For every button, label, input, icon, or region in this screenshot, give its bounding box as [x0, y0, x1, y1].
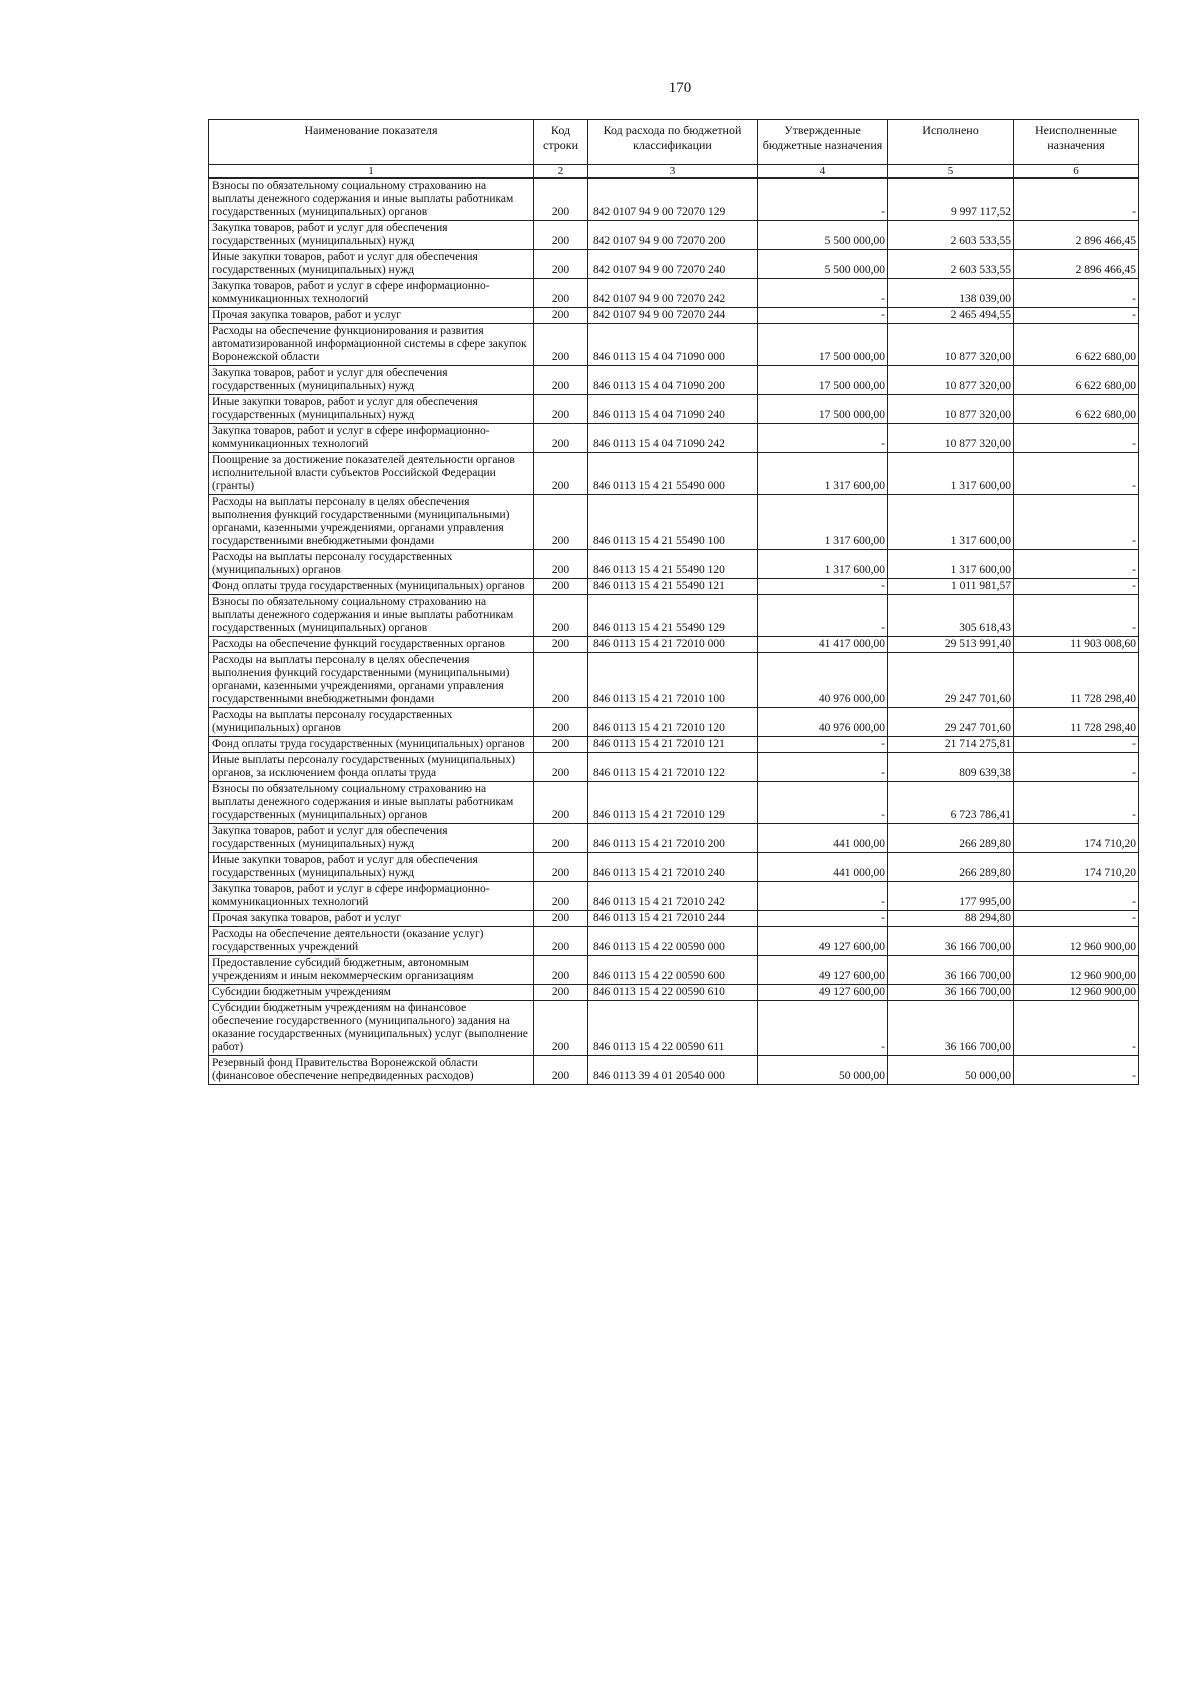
row-executed: 36 166 700,00	[888, 927, 1014, 956]
row-budget-code: 846 0113 15 4 04 71090 000	[588, 324, 758, 366]
row-unexecuted: -	[1014, 782, 1139, 824]
row-approved: -	[758, 911, 888, 927]
row-budget-code: 842 0107 94 9 00 72070 240	[588, 250, 758, 279]
row-name: Расходы на выплаты персоналу государственных (муниципальных) органов	[209, 550, 534, 579]
row-name: Закупка товаров, работ и услуг для обеспечения государственных (муниципальных) нужд	[209, 824, 534, 853]
row-executed: 36 166 700,00	[888, 1001, 1014, 1056]
budget-execution-table	[208, 119, 1139, 1085]
row-line-code: 200	[534, 753, 588, 782]
table-body	[209, 178, 1139, 1085]
table-row	[209, 737, 1139, 753]
row-approved: 1 317 600,00	[758, 550, 888, 579]
row-budget-code: 846 0113 15 4 22 00590 600	[588, 956, 758, 985]
row-approved: 441 000,00	[758, 853, 888, 882]
row-unexecuted: -	[1014, 595, 1139, 637]
row-unexecuted: 2 896 466,45	[1014, 250, 1139, 279]
table-row	[209, 1056, 1139, 1085]
row-budget-code: 846 0113 15 4 21 72010 121	[588, 737, 758, 753]
row-executed: 10 877 320,00	[888, 395, 1014, 424]
row-approved: 5 500 000,00	[758, 250, 888, 279]
row-budget-code: 846 0113 15 4 21 55490 129	[588, 595, 758, 637]
row-name: Иные закупки товаров, работ и услуг для обеспечения государственных (муниципальных) нужд	[209, 395, 534, 424]
row-executed: 50 000,00	[888, 1056, 1014, 1085]
row-line-code: 200	[534, 882, 588, 911]
row-executed: 10 877 320,00	[888, 366, 1014, 395]
table-row	[209, 395, 1139, 424]
table-row	[209, 495, 1139, 550]
row-unexecuted: 12 960 900,00	[1014, 956, 1139, 985]
row-name: Резервный фонд Правительства Воронежской области (финансовое обеспечение непредвиденных расходов)	[209, 1056, 534, 1085]
row-executed: 177 995,00	[888, 882, 1014, 911]
row-unexecuted: -	[1014, 911, 1139, 927]
table-row	[209, 653, 1139, 708]
row-executed: 138 039,00	[888, 279, 1014, 308]
row-line-code: 200	[534, 1001, 588, 1056]
table-row	[209, 221, 1139, 250]
row-executed: 809 639,38	[888, 753, 1014, 782]
row-unexecuted: -	[1014, 453, 1139, 495]
column-header-line-code: Код строки	[534, 120, 588, 165]
row-approved: 49 127 600,00	[758, 927, 888, 956]
row-unexecuted: -	[1014, 753, 1139, 782]
row-budget-code: 846 0113 15 4 21 72010 000	[588, 637, 758, 653]
row-unexecuted: -	[1014, 178, 1139, 221]
row-unexecuted: 11 728 298,40	[1014, 708, 1139, 737]
row-budget-code: 846 0113 15 4 04 71090 200	[588, 366, 758, 395]
row-unexecuted: -	[1014, 579, 1139, 595]
row-executed: 1 317 600,00	[888, 453, 1014, 495]
row-name: Расходы на выплаты персоналу государственных (муниципальных) органов	[209, 708, 534, 737]
row-unexecuted: -	[1014, 1056, 1139, 1085]
row-executed: 305 618,43	[888, 595, 1014, 637]
column-index-row	[209, 165, 1139, 179]
table-header-row	[209, 120, 1139, 165]
row-executed: 29 247 701,60	[888, 653, 1014, 708]
row-unexecuted: 12 960 900,00	[1014, 985, 1139, 1001]
row-approved: -	[758, 1001, 888, 1056]
row-approved: 1 317 600,00	[758, 495, 888, 550]
row-executed: 21 714 275,81	[888, 737, 1014, 753]
row-unexecuted: 11 728 298,40	[1014, 653, 1139, 708]
row-executed: 6 723 786,41	[888, 782, 1014, 824]
row-name: Иные выплаты персоналу государственных (муниципальных) органов, за исключением фонда оплаты труда	[209, 753, 534, 782]
row-line-code: 200	[534, 708, 588, 737]
row-unexecuted: -	[1014, 495, 1139, 550]
row-unexecuted: -	[1014, 308, 1139, 324]
row-budget-code: 846 0113 15 4 21 72010 242	[588, 882, 758, 911]
row-line-code: 200	[534, 853, 588, 882]
row-line-code: 200	[534, 737, 588, 753]
column-index: 3	[588, 165, 758, 179]
row-line-code: 200	[534, 927, 588, 956]
row-approved: 49 127 600,00	[758, 985, 888, 1001]
row-line-code: 200	[534, 424, 588, 453]
row-unexecuted: 6 622 680,00	[1014, 324, 1139, 366]
row-approved: -	[758, 308, 888, 324]
row-line-code: 200	[534, 824, 588, 853]
row-approved: 40 976 000,00	[758, 653, 888, 708]
table-row	[209, 853, 1139, 882]
row-budget-code: 846 0113 15 4 04 71090 240	[588, 395, 758, 424]
row-budget-code: 846 0113 15 4 21 55490 120	[588, 550, 758, 579]
table-row	[209, 366, 1139, 395]
row-approved: 41 417 000,00	[758, 637, 888, 653]
column-header-name: Наименование показателя	[209, 120, 534, 165]
row-executed: 266 289,80	[888, 824, 1014, 853]
row-unexecuted: -	[1014, 550, 1139, 579]
row-unexecuted: -	[1014, 882, 1139, 911]
table-row	[209, 911, 1139, 927]
row-unexecuted: 11 903 008,60	[1014, 637, 1139, 653]
row-unexecuted: -	[1014, 424, 1139, 453]
row-approved: 49 127 600,00	[758, 956, 888, 985]
row-approved: -	[758, 882, 888, 911]
table-row	[209, 324, 1139, 366]
row-line-code: 200	[534, 395, 588, 424]
row-line-code: 200	[534, 653, 588, 708]
row-line-code: 200	[534, 579, 588, 595]
table-row	[209, 882, 1139, 911]
row-name: Субсидии бюджетным учреждениям на финансовое обеспечение государственного (муниципального) задания на оказание государственных (муниципальных) услуг (выполнение работ)	[209, 1001, 534, 1056]
row-executed: 10 877 320,00	[888, 424, 1014, 453]
row-approved: 40 976 000,00	[758, 708, 888, 737]
row-name: Фонд оплаты труда государственных (муниципальных) органов	[209, 737, 534, 753]
row-budget-code: 842 0107 94 9 00 72070 129	[588, 178, 758, 221]
table-row	[209, 708, 1139, 737]
row-approved: -	[758, 595, 888, 637]
row-executed: 2 603 533,55	[888, 250, 1014, 279]
row-line-code: 200	[534, 782, 588, 824]
row-name: Закупка товаров, работ и услуг для обеспечения государственных (муниципальных) нужд	[209, 366, 534, 395]
table-row	[209, 550, 1139, 579]
row-unexecuted: 174 710,20	[1014, 853, 1139, 882]
row-name: Фонд оплаты труда государственных (муниципальных) органов	[209, 579, 534, 595]
row-name: Прочая закупка товаров, работ и услуг	[209, 911, 534, 927]
table-row	[209, 308, 1139, 324]
row-approved: 17 500 000,00	[758, 366, 888, 395]
row-unexecuted: 6 622 680,00	[1014, 395, 1139, 424]
row-name: Расходы на выплаты персоналу в целях обеспечения выполнения функций государственными (муниципальными) органами, казенными учреждениями, органами управления государственными внебюджетными фондами	[209, 495, 534, 550]
table-row	[209, 753, 1139, 782]
row-unexecuted: -	[1014, 1001, 1139, 1056]
row-line-code: 200	[534, 985, 588, 1001]
row-line-code: 200	[534, 308, 588, 324]
row-approved: -	[758, 782, 888, 824]
row-budget-code: 846 0113 15 4 21 72010 100	[588, 653, 758, 708]
table-row	[209, 250, 1139, 279]
row-budget-code: 846 0113 15 4 21 72010 120	[588, 708, 758, 737]
row-line-code: 200	[534, 178, 588, 221]
row-budget-code: 842 0107 94 9 00 72070 242	[588, 279, 758, 308]
column-index: 2	[534, 165, 588, 179]
column-header-unexecuted: Неисполненные назначения	[1014, 120, 1139, 165]
row-line-code: 200	[534, 453, 588, 495]
row-approved: 1 317 600,00	[758, 453, 888, 495]
row-name: Закупка товаров, работ и услуг в сфере информационно-коммуникационных технологий	[209, 882, 534, 911]
table-row	[209, 424, 1139, 453]
budget-table-container	[208, 119, 1138, 1085]
row-line-code: 200	[534, 495, 588, 550]
column-index: 1	[209, 165, 534, 179]
row-budget-code: 846 0113 15 4 21 72010 122	[588, 753, 758, 782]
row-unexecuted: 6 622 680,00	[1014, 366, 1139, 395]
row-approved: 5 500 000,00	[758, 221, 888, 250]
row-approved: -	[758, 424, 888, 453]
page-number: 170	[668, 80, 692, 96]
row-budget-code: 846 0113 15 4 22 00590 610	[588, 985, 758, 1001]
row-line-code: 200	[534, 279, 588, 308]
row-executed: 9 997 117,52	[888, 178, 1014, 221]
row-executed: 29 247 701,60	[888, 708, 1014, 737]
row-executed: 10 877 320,00	[888, 324, 1014, 366]
row-approved: -	[758, 279, 888, 308]
row-unexecuted: -	[1014, 279, 1139, 308]
row-approved: -	[758, 737, 888, 753]
row-approved: 17 500 000,00	[758, 395, 888, 424]
row-budget-code: 846 0113 15 4 04 71090 242	[588, 424, 758, 453]
row-executed: 29 513 991,40	[888, 637, 1014, 653]
row-budget-code: 842 0107 94 9 00 72070 244	[588, 308, 758, 324]
column-header-executed: Исполнено	[888, 120, 1014, 165]
row-executed: 1 011 981,57	[888, 579, 1014, 595]
row-approved: -	[758, 178, 888, 221]
row-line-code: 200	[534, 366, 588, 395]
table-row	[209, 782, 1139, 824]
row-executed: 1 317 600,00	[888, 495, 1014, 550]
row-approved: -	[758, 579, 888, 595]
row-budget-code: 846 0113 15 4 21 72010 129	[588, 782, 758, 824]
table-row	[209, 279, 1139, 308]
table-row	[209, 1001, 1139, 1056]
row-approved: -	[758, 753, 888, 782]
row-budget-code: 846 0113 15 4 21 55490 121	[588, 579, 758, 595]
row-budget-code: 846 0113 15 4 21 72010 200	[588, 824, 758, 853]
row-name: Прочая закупка товаров, работ и услуг	[209, 308, 534, 324]
row-name: Закупка товаров, работ и услуг в сфере информационно-коммуникационных технологий	[209, 424, 534, 453]
row-executed: 2 603 533,55	[888, 221, 1014, 250]
table-row	[209, 985, 1139, 1001]
row-budget-code: 846 0113 15 4 22 00590 000	[588, 927, 758, 956]
row-budget-code: 846 0113 39 4 01 20540 000	[588, 1056, 758, 1085]
row-line-code: 200	[534, 911, 588, 927]
table-row	[209, 956, 1139, 985]
table-row	[209, 178, 1139, 221]
table-row	[209, 927, 1139, 956]
row-name: Расходы на обеспечение функционирования и развития автоматизированной информационной системы в сфере закупок Воронежской области	[209, 324, 534, 366]
row-unexecuted: -	[1014, 737, 1139, 753]
table-row	[209, 453, 1139, 495]
row-name: Расходы на выплаты персоналу в целях обеспечения выполнения функций государственными (муниципальными) органами, казенными учреждениями, органами управления государственными внебюджетными фондами	[209, 653, 534, 708]
row-name: Взносы по обязательному социальному страхованию на выплаты денежного содержания и иные выплаты работникам государственных (муниципальных) органов	[209, 595, 534, 637]
row-name: Поощрение за достижение показателей деятельности органов исполнительной власти субъектов Российской Федерации (гранты)	[209, 453, 534, 495]
table-row	[209, 595, 1139, 637]
table-row	[209, 579, 1139, 595]
row-unexecuted: 2 896 466,45	[1014, 221, 1139, 250]
row-name: Иные закупки товаров, работ и услуг для обеспечения государственных (муниципальных) нужд	[209, 853, 534, 882]
row-executed: 2 465 494,55	[888, 308, 1014, 324]
table-row	[209, 637, 1139, 653]
row-name: Взносы по обязательному социальному страхованию на выплаты денежного содержания и иные выплаты работникам государственных (муниципальных) органов	[209, 178, 534, 221]
row-line-code: 200	[534, 221, 588, 250]
row-unexecuted: 174 710,20	[1014, 824, 1139, 853]
table-row	[209, 824, 1139, 853]
row-executed: 88 294,80	[888, 911, 1014, 927]
row-executed: 266 289,80	[888, 853, 1014, 882]
column-header-budget-code: Код расхода по бюджетной классификации	[588, 120, 758, 165]
row-budget-code: 846 0113 15 4 21 55490 100	[588, 495, 758, 550]
row-line-code: 200	[534, 1056, 588, 1085]
row-name: Расходы на обеспечение функций государственных органов	[209, 637, 534, 653]
column-index: 6	[1014, 165, 1139, 179]
row-budget-code: 842 0107 94 9 00 72070 200	[588, 221, 758, 250]
row-budget-code: 846 0113 15 4 21 72010 244	[588, 911, 758, 927]
row-line-code: 200	[534, 550, 588, 579]
row-name: Предоставление субсидий бюджетным, автономным учреждениям и иным некоммерческим организациям	[209, 956, 534, 985]
row-approved: 17 500 000,00	[758, 324, 888, 366]
row-line-code: 200	[534, 324, 588, 366]
row-executed: 36 166 700,00	[888, 956, 1014, 985]
row-name: Закупка товаров, работ и услуг в сфере информационно-коммуникационных технологий	[209, 279, 534, 308]
row-unexecuted: 12 960 900,00	[1014, 927, 1139, 956]
column-index: 4	[758, 165, 888, 179]
column-index: 5	[888, 165, 1014, 179]
row-name: Иные закупки товаров, работ и услуг для обеспечения государственных (муниципальных) нужд	[209, 250, 534, 279]
row-budget-code: 846 0113 15 4 22 00590 611	[588, 1001, 758, 1056]
row-executed: 1 317 600,00	[888, 550, 1014, 579]
row-name: Расходы на обеспечение деятельности (оказание услуг) государственных учреждений	[209, 927, 534, 956]
row-approved: 441 000,00	[758, 824, 888, 853]
row-line-code: 200	[534, 956, 588, 985]
row-name: Субсидии бюджетным учреждениям	[209, 985, 534, 1001]
row-line-code: 200	[534, 595, 588, 637]
row-budget-code: 846 0113 15 4 21 72010 240	[588, 853, 758, 882]
row-executed: 36 166 700,00	[888, 985, 1014, 1001]
row-line-code: 200	[534, 250, 588, 279]
row-name: Закупка товаров, работ и услуг для обеспечения государственных (муниципальных) нужд	[209, 221, 534, 250]
row-budget-code: 846 0113 15 4 21 55490 000	[588, 453, 758, 495]
column-header-approved: Утвержденные бюджетные назначения	[758, 120, 888, 165]
row-approved: 50 000,00	[758, 1056, 888, 1085]
row-line-code: 200	[534, 637, 588, 653]
row-name: Взносы по обязательному социальному страхованию на выплаты денежного содержания и иные выплаты работникам государственных (муниципальных) органов	[209, 782, 534, 824]
